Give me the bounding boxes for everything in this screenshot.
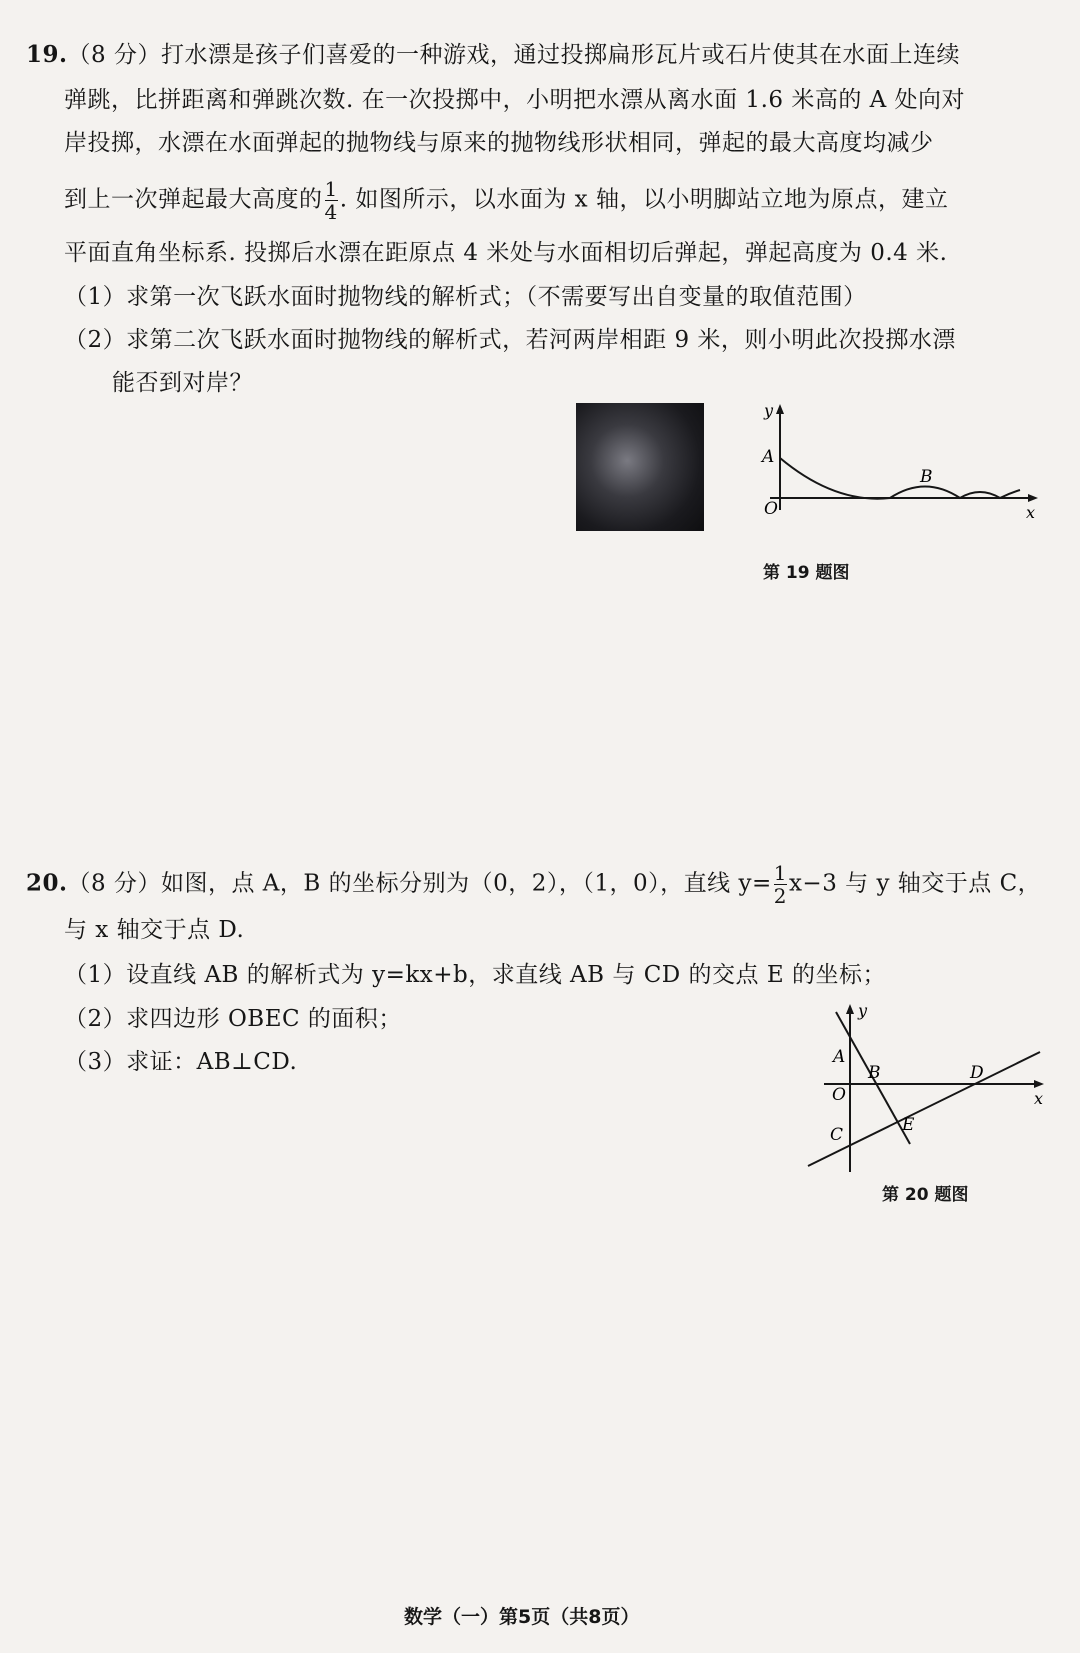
- page-footer: 数学（一）第5页（共8页）: [404, 1606, 640, 1628]
- q19-frac-den: 4: [324, 200, 338, 224]
- q19-photo: [576, 403, 704, 531]
- q19-part2b: 能否到对岸？: [112, 370, 253, 396]
- q19-line1: [26, 40, 960, 70]
- q19-line4-pre: 到上一次弹起最大高度的: [64, 186, 323, 213]
- q19-curve: [780, 458, 1020, 499]
- q19-origin-label: O: [764, 499, 778, 519]
- q19-score: （8 分）: [67, 42, 161, 68]
- q20-part1: （1）设直线 AB 的解析式为 y=kx+b，求直线 AB 与 CD 的交点 E 的坐标；: [64, 962, 886, 988]
- q19-figure: [740, 400, 1040, 520]
- q20-figure: [800, 1000, 1050, 1180]
- q20-score: （8 分）: [67, 870, 161, 897]
- q19-line4-post: . 如图所示，以水面为 x 轴，以小明脚站立地为原点，建立: [339, 186, 949, 213]
- q19-part2a: （2）求第二次飞跃水面时抛物线的解析式，若河两岸相距 9 米，则小明此次投掷水漂: [64, 327, 956, 353]
- q20-y-arrow: [846, 1004, 854, 1014]
- q19-y-label: y: [764, 401, 774, 420]
- q20-line1-post: x−3 与 y 轴交于点 C，: [788, 870, 1042, 897]
- q19-y-arrow: [776, 404, 784, 414]
- q19-x-label: x: [1026, 503, 1036, 520]
- q20-fraction: [774, 862, 787, 907]
- q20-point-e: E: [902, 1115, 915, 1135]
- q19-line5: 平面直角坐标系. 投掷后水漂在距原点 4 米处与水面相切后弹起，弹起高度为 0.4 米.: [64, 240, 948, 266]
- q20-origin-label: O: [832, 1085, 846, 1105]
- q19-part1: （1）求第一次飞跃水面时抛物线的解析式；（不需要写出自变量的取值范围）: [64, 284, 867, 310]
- q20-point-b: B: [868, 1063, 881, 1083]
- q19-line3: 岸投掷，水漂在水面弹起的抛物线与原来的抛物线形状相同，弹起的最大高度均减少: [64, 130, 934, 156]
- q20-line1-pre: 如图，点 A，B 的坐标分别为（0，2），（1，0），直线 y=: [160, 870, 772, 897]
- q20-number: 20.: [26, 869, 68, 897]
- q20-frac-num: 1: [773, 861, 787, 885]
- q19-point-b: B: [920, 467, 933, 487]
- q20-frac-den: 2: [773, 884, 787, 908]
- q19-text-1: 打水漂是孩子们喜爱的一种游戏，通过投掷扁形瓦片或石片使其在水面上连续: [160, 42, 960, 68]
- q20-y-label: y: [858, 1001, 868, 1020]
- q20-part3: （3）求证：AB⊥CD.: [64, 1049, 298, 1075]
- q19-x-arrow: [1028, 494, 1038, 502]
- q20-line2: 与 x 轴交于点 D.: [64, 917, 245, 943]
- q20-x-arrow: [1034, 1080, 1044, 1088]
- q19-point-a: A: [762, 447, 775, 467]
- q19-line4: [64, 178, 948, 223]
- q19-fraction: [325, 178, 338, 223]
- q19-frac-num: 1: [324, 177, 338, 201]
- q20-line1: [26, 862, 1041, 907]
- q19-caption: 第 19 题图: [763, 563, 850, 583]
- q20-point-a: A: [833, 1047, 846, 1067]
- q20-caption: 第 20 题图: [882, 1185, 969, 1205]
- q20-point-c: C: [830, 1125, 844, 1145]
- q20-line-cd: [808, 1052, 1040, 1166]
- q19-number: 19.: [26, 41, 68, 68]
- q20-x-label: x: [1034, 1089, 1044, 1108]
- q20-part2: （2）求四边形 OBEC 的面积；: [64, 1006, 402, 1032]
- q19-line2: 弹跳，比拼距离和弹跳次数. 在一次投掷中，小明把水漂从离水面 1.6 米高的 A 处向对: [64, 87, 966, 113]
- q20-point-d: D: [970, 1063, 984, 1083]
